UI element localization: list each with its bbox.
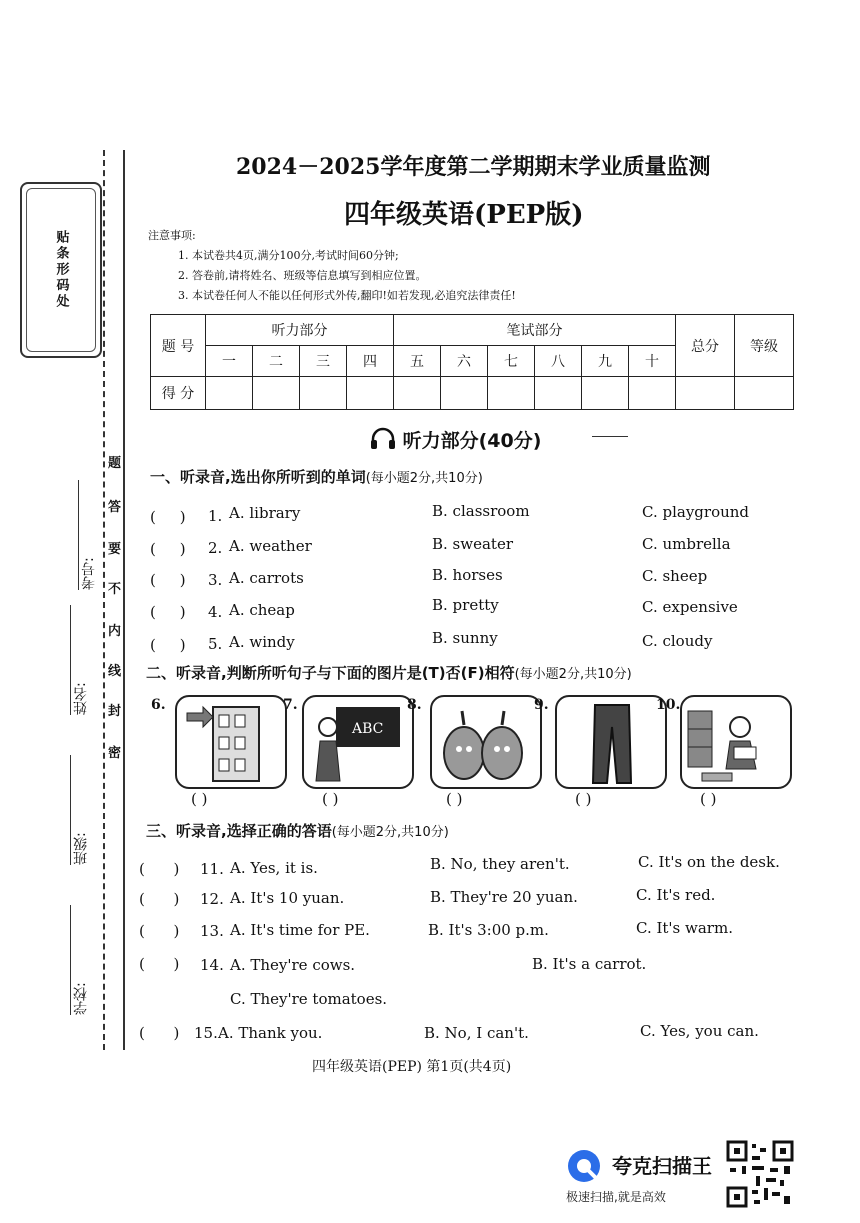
score-cell[interactable] [253, 377, 300, 410]
option-a: A. windy [229, 633, 295, 651]
question-number-cell: 九 [582, 346, 629, 377]
question-number-cell: 七 [488, 346, 535, 377]
question-number: 5. [208, 635, 223, 653]
option-c: C. cloudy [642, 632, 713, 650]
option-a: A. It's time for PE. [230, 921, 370, 939]
seal-char: 线 [108, 664, 122, 679]
answer-blank[interactable]: ( ) [150, 540, 186, 558]
binding-line-inner [123, 150, 125, 1050]
part2-heading [146, 662, 632, 683]
picture-card [555, 695, 667, 789]
part2-points: (每小题2分,共10分) [514, 667, 632, 682]
scanner-slogan: 极速扫描,就是高效 [566, 1190, 666, 1204]
question-number: 11. [200, 860, 224, 878]
seal-char: 题 [108, 456, 122, 471]
question-number: 4. [208, 603, 223, 621]
score-cell[interactable] [582, 377, 629, 410]
question-number: 1. [208, 507, 223, 525]
question-number: 13. [200, 922, 224, 940]
picture-number: 7. [283, 697, 298, 713]
total-header: 总分 [676, 315, 735, 377]
barcode-stamp-box [20, 182, 102, 358]
option-a: A. carrots [229, 569, 304, 587]
picture-card [680, 695, 792, 789]
headphones-icon [370, 427, 396, 451]
picture-number: 8. [407, 697, 422, 713]
answer-blank[interactable]: ( ) [139, 955, 180, 973]
option-a: A. It's 10 yuan. [230, 889, 345, 907]
seal-char: 封 [108, 704, 122, 719]
option-c: C. expensive [642, 598, 738, 616]
score-cell[interactable] [488, 377, 535, 410]
row-label-defen: 得 分 [151, 377, 206, 410]
answer-blank[interactable]: ( ) [700, 790, 717, 808]
option-b: B. They're 20 yuan. [430, 888, 578, 906]
picture-card [175, 695, 287, 789]
qr-code-icon [726, 1140, 794, 1208]
question-number-cell: 八 [535, 346, 582, 377]
picture-number: 9. [534, 697, 549, 713]
answer-blank[interactable]: ( ) [139, 890, 180, 908]
binding-line-outer [103, 150, 105, 1050]
xingming-label: 姓名: [73, 682, 89, 715]
page-footer: 四年级英语(PEP) 第1页(共4页) [312, 1059, 512, 1075]
part1-heading [150, 466, 483, 487]
boy-reading-library-icon [682, 697, 790, 787]
option-b: B. horses [432, 566, 503, 584]
option-c: C. playground [642, 503, 750, 521]
answer-blank[interactable]: ( ) [575, 790, 592, 808]
total-score-cell[interactable] [676, 377, 735, 410]
picture-card [430, 695, 542, 789]
answer-blank[interactable]: ( ) [322, 790, 339, 808]
option-b: B. It's a carrot. [532, 955, 647, 973]
picture-card [302, 695, 414, 789]
board-text: ABC [352, 721, 384, 737]
part2-heading-text: 二、听录音,判断所听句子与下面的图片是(T)否(F)相符 [146, 664, 515, 682]
question-number-cell: 六 [441, 346, 488, 377]
score-cell[interactable] [535, 377, 582, 410]
question-number-cell: 十 [629, 346, 676, 377]
option-b: B. sunny [432, 629, 498, 647]
option-a: A. cheap [229, 601, 295, 619]
exam-subtitle: 四年级英语(PEP版) [344, 200, 584, 230]
question-number: 3. [208, 571, 223, 589]
option-c: C. sheep [642, 567, 708, 585]
answer-blank[interactable]: ( ) [150, 603, 186, 621]
answer-blank[interactable]: ( ) [139, 1024, 180, 1042]
answer-blank[interactable]: ( ) [191, 790, 208, 808]
listening-section-header [370, 426, 541, 453]
banji-field[interactable] [70, 755, 91, 865]
question-number-cell: 三 [300, 346, 347, 377]
answer-blank[interactable]: ( ) [150, 508, 186, 526]
part1-points: (每小题2分,共10分) [365, 471, 483, 486]
seal-char: 要 [108, 542, 122, 557]
scanner-logo [566, 1148, 602, 1188]
answer-blank[interactable]: ( ) [139, 860, 180, 878]
question-number: 14. [200, 956, 224, 974]
option-a: A. They're cows. [230, 956, 356, 974]
part3-heading [146, 820, 449, 841]
option-a: A. Yes, it is. [230, 859, 318, 877]
grade-cell[interactable] [735, 377, 794, 410]
question-number: 15. [194, 1024, 218, 1042]
notes-heading: 注意事项: [148, 229, 196, 242]
notes-item: 1. 本试卷共4页,满分100分,考试时间60分钟; [178, 249, 399, 262]
option-c: C. Yes, you can. [640, 1022, 759, 1040]
xuexiao-field[interactable] [70, 905, 91, 1015]
part1-heading-text: 一、听录音,选出你所听到的单词 [150, 468, 366, 486]
option-a: A. weather [229, 537, 312, 555]
scanner-brand: 夸克扫描王 [612, 1154, 712, 1178]
notes-item: 2. 答卷前,请将姓名、班级等信息填写到相应位置。 [178, 269, 427, 282]
option-c: C. It's on the desk. [638, 853, 780, 871]
option-b: B. pretty [432, 596, 499, 614]
score-cell[interactable] [394, 377, 441, 410]
notes-item: 3. 本试卷任何人不能以任何形式外传,翻印!如若发现,必追究法律责任! [178, 289, 516, 302]
picture-number: 10. [656, 697, 681, 713]
score-cell[interactable] [300, 377, 347, 410]
kaohao-field[interactable] [78, 480, 99, 590]
picture-number: 6. [151, 697, 166, 713]
section-divider [592, 436, 628, 437]
quark-logo-icon [566, 1148, 602, 1184]
option-b: B. No, they aren't. [430, 855, 570, 873]
answer-blank[interactable]: ( ) [446, 790, 463, 808]
question-number: 12. [200, 890, 224, 908]
kaohao-label: 考号: [81, 557, 97, 590]
option-c: C. It's red. [636, 886, 716, 904]
score-cell[interactable] [347, 377, 394, 410]
seal-char: 不 [108, 582, 122, 597]
option-a: A. library [229, 504, 301, 522]
option-c: C. They're tomatoes. [230, 990, 388, 1008]
row-label-tihao: 题 号 [151, 315, 206, 377]
score-cell[interactable] [206, 377, 253, 410]
seal-char: 答 [108, 500, 122, 515]
group-written: 笔试部分 [394, 315, 676, 346]
question-number-cell: 四 [347, 346, 394, 377]
part3-heading-text: 三、听录音,选择正确的答语 [146, 822, 332, 840]
score-cell[interactable] [441, 377, 488, 410]
banji-label: 班级: [73, 832, 89, 865]
onions-icon [432, 697, 540, 787]
teacher-blackboard-icon [304, 697, 412, 787]
part3-points: (每小题2分,共10分) [331, 825, 449, 840]
option-a: A. Thank you. [218, 1024, 323, 1042]
option-c: C. umbrella [642, 535, 731, 553]
pants-icon [557, 697, 665, 787]
option-b: B. No, I can't. [424, 1024, 529, 1042]
notes-block [148, 226, 516, 306]
question-number-cell: 一 [206, 346, 253, 377]
option-b: B. classroom [432, 502, 530, 520]
group-listening: 听力部分 [206, 315, 394, 346]
answer-blank[interactable]: ( ) [139, 922, 180, 940]
xuexiao-label: 学校: [73, 982, 89, 1015]
qr-code [726, 1140, 794, 1208]
xingming-field[interactable] [70, 605, 91, 715]
barcode-stamp-label: 贴条形码处 [53, 230, 69, 310]
answer-blank[interactable]: ( ) [150, 571, 186, 589]
grade-header: 等级 [735, 315, 794, 377]
question-number-cell: 五 [394, 346, 441, 377]
exam-title: 2024－2025学年度第二学期期末学业质量监测 [236, 154, 711, 180]
option-c: C. It's warm. [636, 919, 733, 937]
score-table [150, 314, 794, 410]
listening-section-title: 听力部分(40分) [402, 430, 542, 452]
building-arrow-icon [177, 697, 285, 787]
seal-char: 密 [108, 746, 122, 761]
score-cell[interactable] [629, 377, 676, 410]
answer-blank[interactable]: ( ) [150, 636, 186, 654]
option-b: B. It's 3:00 p.m. [428, 921, 549, 939]
question-number-cell: 二 [253, 346, 300, 377]
question-number: 2. [208, 539, 223, 557]
seal-char: 内 [108, 624, 122, 639]
option-b: B. sweater [432, 535, 513, 553]
